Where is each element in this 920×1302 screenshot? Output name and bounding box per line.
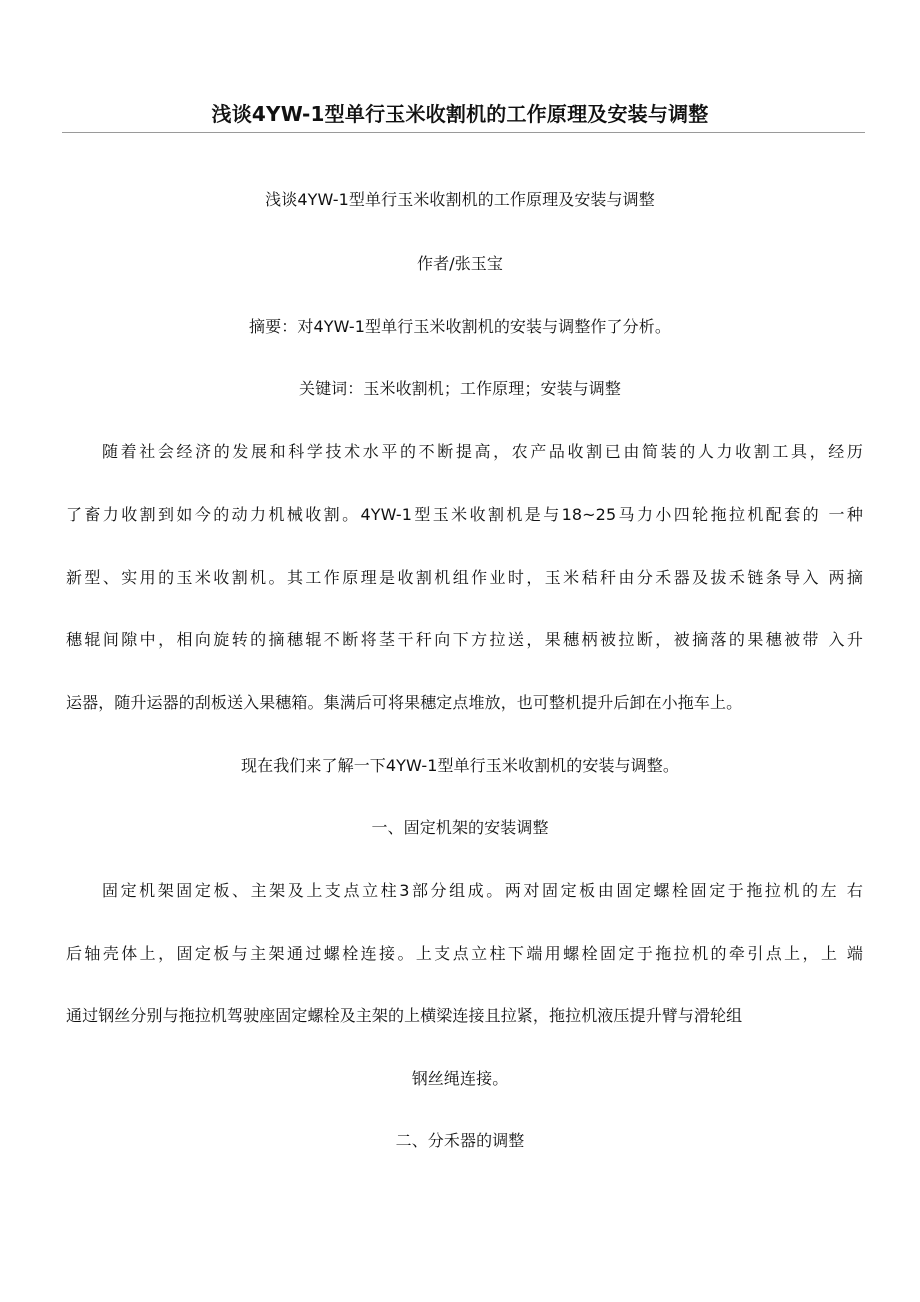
paragraph-line: 钢丝绳连接。	[411, 1069, 509, 1088]
section-heading-1: 一、固定机架的安装调整	[371, 818, 549, 837]
paragraph-line: 随着社会经济的发展和科学技术水平的不断提高，农产品收割已由简装的人力收割工具，经历	[102, 442, 863, 461]
keywords-line: 关键词：玉米收割机；工作原理；安装与调整	[298, 379, 621, 398]
abstract-line: 摘要：对4YW-1型单行玉米收割机的安装与调整作了分析。	[249, 317, 671, 336]
intro-line: 现在我们来了解一下4YW-1型单行玉米收割机的安装与调整。	[241, 756, 679, 775]
paragraph-line: 固定机架固定板、主架及上支点立柱3部分组成。两对固定板由固定螺栓固定于拖拉机的左 右	[102, 881, 863, 900]
paragraph-line: 后轴壳体上，固定板与主架通过螺栓连接。上支点立柱下端用螺栓固定于拖拉机的牵引点上，上 端	[66, 944, 863, 963]
paragraph-line: 穗辊间隙中，相向旋转的摘穗辊不断将茎干秆向下方拉送，果穗柄被拉断，被摘落的果穗被带 入升	[66, 630, 863, 649]
paragraph-line: 通过钢丝分别与拖拉机驾驶座固定螺栓及主架的上横梁连接且拉紧，拖拉机液压提升臂与滑轮组	[66, 1006, 743, 1025]
paragraph-line: 新型、实用的玉米收割机。其工作原理是收割机组作业时，玉米秸秆由分禾器及拔禾链条导入 两摘	[66, 568, 863, 587]
author-line: 作者/张玉宝	[417, 254, 503, 273]
document-title: 浅谈4YW-1型单行玉米收割机的工作原理及安装与调整	[211, 102, 709, 126]
paragraph-line: 运器，随升运器的刮板送入果穗箱。集满后可将果穗定点堆放，也可整机提升后卸在小拖车上。	[66, 693, 743, 712]
title-divider	[62, 132, 865, 133]
section-heading-2: 二、分禾器的调整	[395, 1131, 525, 1150]
paragraph-line: 了畜力收割到如今的动力机械收割。4YW-1型玉米收割机是与18~25马力小四轮拖拉机配套的 一种	[66, 505, 863, 524]
article-subtitle: 浅谈4YW-1型单行玉米收割机的工作原理及安装与调整	[265, 190, 655, 209]
